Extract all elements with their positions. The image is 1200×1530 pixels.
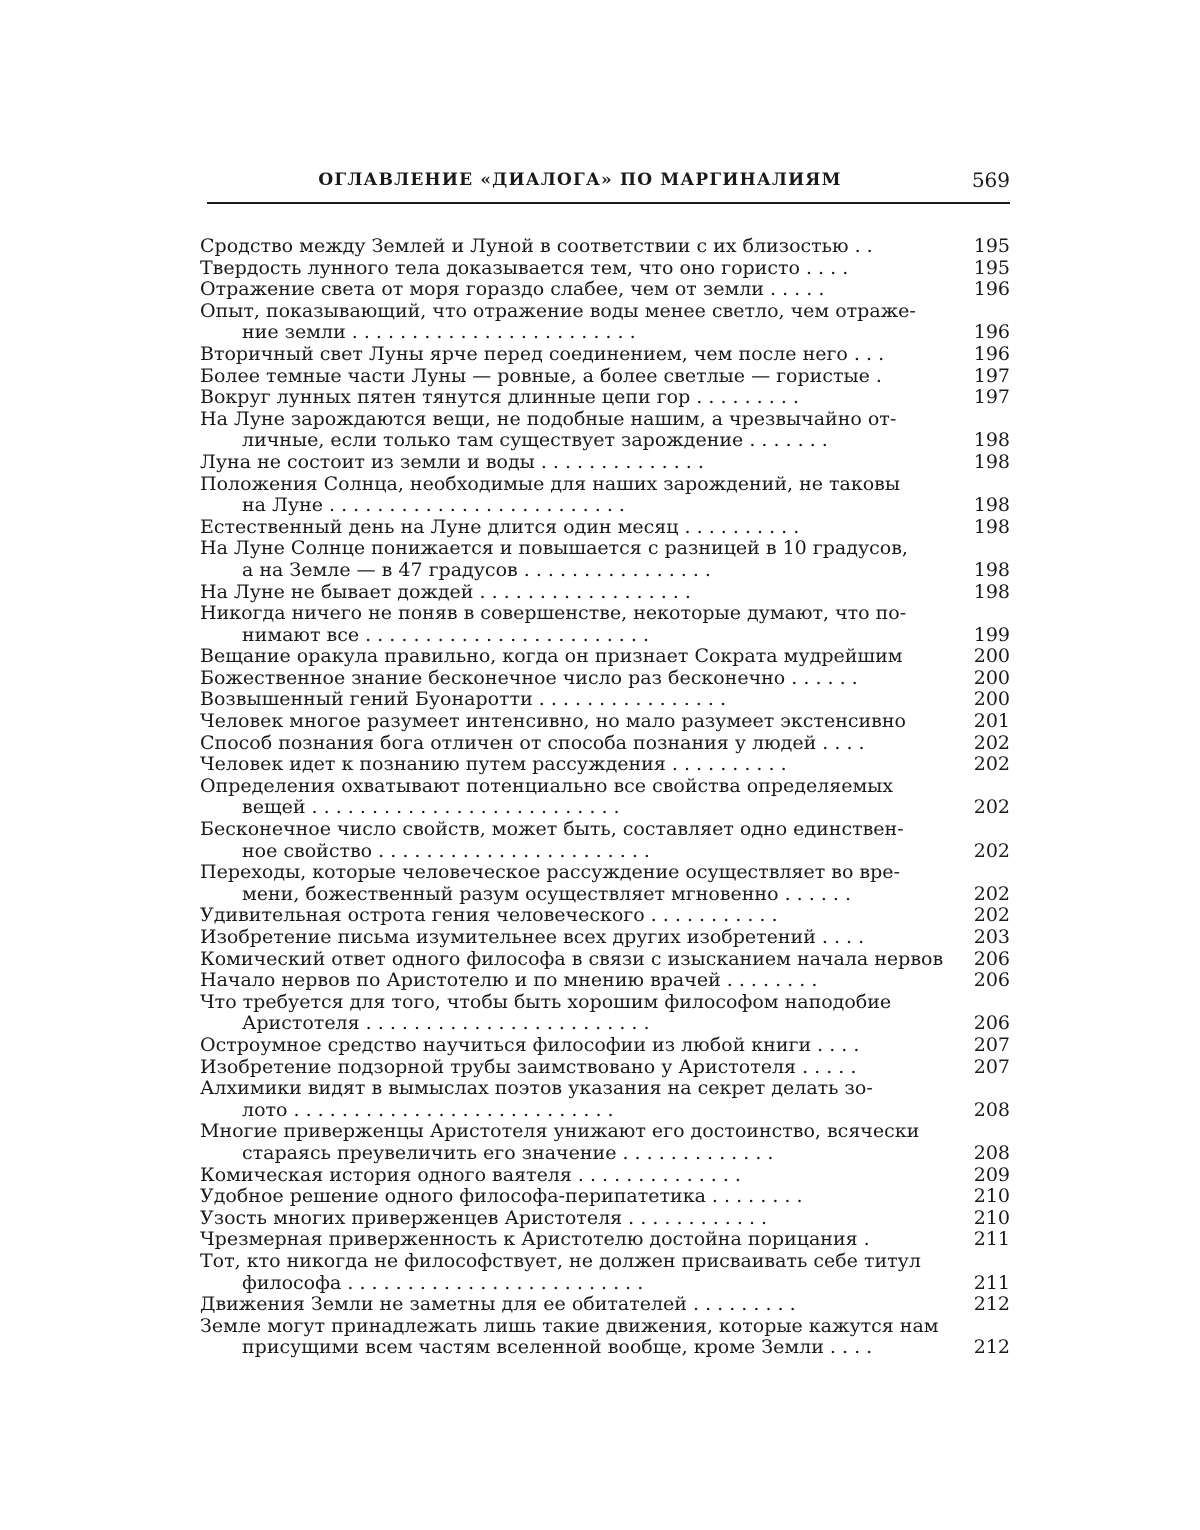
toc-entry-page: 201 [973,710,1010,733]
toc-entry-text [200,366,948,388]
toc-entry-text [200,1057,948,1079]
toc-entry-text [200,1078,948,1121]
toc-entry-text [200,279,948,301]
toc-entry [200,776,1010,819]
toc-entry-page: 202 [973,753,1010,776]
toc-entry-text [200,452,948,474]
toc-entry [200,409,1010,452]
toc-entry-page: 198 [973,580,1010,603]
toc-entry [200,387,1010,409]
toc-entry-text [200,387,948,409]
toc-entry-page: 202 [973,731,1010,754]
toc-entry-page: 210 [973,1206,1010,1229]
toc-entry-page: 197 [973,364,1010,387]
page-number: 569 [971,168,1010,192]
toc-entry [200,862,1010,905]
toc-entry-text [200,733,948,755]
toc-entry-page: 200 [973,688,1010,711]
toc-entry-line-continued: вещей . . . . . . . . . . . . . . . . . . . . . . . . . . [242,797,620,819]
toc-entry [200,258,1010,280]
toc-entry-line: Сродство между Землей и Луной в соответствии с их близостью . . [200,236,873,257]
toc-entry-text [200,582,948,604]
toc-entry-page: 196 [973,342,1010,365]
toc-entry [200,819,1010,862]
toc-entry-page: 197 [973,386,1010,409]
toc-entry-line: Вторичный свет Луны ярче перед соединением, чем после него . . . [200,343,885,365]
toc-entry-line: Изобретение подзорной трубы заимствовано у Аристотеля . . . . . [200,1056,857,1078]
toc-entry [200,1186,1010,1208]
toc-entry [200,517,1010,539]
toc-entry-line: Алхимики видят в вымыслах поэтов указания на секрет делать зо- [200,1078,873,1100]
toc-entry-line: Изобретение письма изумительнее всех других изобретений . . . . [200,927,865,948]
toc-entry-page: 210 [973,1185,1010,1208]
toc-entry-page: 207 [973,1055,1010,1078]
toc-entry-line: Возвышенный гений Буонаротти . . . . . . . . . . . . . . . . [200,689,726,711]
toc-entry-text [200,1208,948,1230]
toc-entry-page: 202 [973,796,1010,819]
toc-entry-text [200,949,948,971]
toc-entry-line: Земле могут принадлежать лишь такие движения, которые кажутся нам [200,1315,939,1337]
header-rule [207,202,1010,204]
toc-entry-page: 195 [973,235,1010,257]
toc-entry-page: 198 [973,494,1010,517]
toc-entry-text [200,409,948,452]
toc-entry-line: Что требуется для того, чтобы быть хорошим философом наподобие [200,991,892,1013]
toc-entry-line: Комический ответ одного философа в связи с изысканием начала нервов [200,948,944,970]
toc-entry-text [200,819,948,862]
toc-entry-text [200,970,948,992]
table-of-contents [200,236,1010,1359]
toc-entry-line: Начало нервов по Аристотелю и по мнению врачей . . . . . . . . [200,970,818,992]
toc-entry-page: 212 [973,1293,1010,1316]
toc-entry [200,1057,1010,1079]
toc-entry [200,646,1010,668]
toc-entry-text [200,711,948,733]
toc-entry-line-continued: стараясь преувеличить его значение . . . . . . . . . . . . . [242,1142,774,1164]
toc-entry-page: 200 [973,666,1010,689]
toc-entry-text [200,668,948,690]
toc-entry [200,1035,1010,1057]
toc-entry [200,1294,1010,1316]
toc-entry-line: На Луне Солнце понижается и повышается с разницей в 10 градусов, [200,538,908,560]
toc-entry-page: 211 [973,1271,1010,1294]
toc-entry [200,992,1010,1035]
toc-entry [200,949,1010,971]
toc-entry [200,452,1010,474]
toc-entry-line: Чрезмерная приверженность к Аристотелю достойна порицания . [200,1229,870,1251]
toc-entry-line: Узость многих приверженцев Аристотеля . . . . . . . . . . . . [200,1207,768,1229]
toc-entry-line: Опыт, показывающий, что отражение воды менее светло, чем отраже- [200,300,916,322]
toc-entry-text [200,689,948,711]
toc-entry [200,733,1010,755]
toc-entry-line: Вокруг лунных пятен тянутся длинные цепи гор . . . . . . . . . [200,387,799,409]
toc-entry-line: Естественный день на Луне длится один месяц . . . . . . . . . . [200,516,800,538]
toc-entry-text [200,236,948,258]
toc-entry-page: 198 [973,450,1010,473]
toc-entry-text [200,1316,948,1359]
toc-entry [200,1316,1010,1359]
toc-entry-line: Удобное решение одного философа-перипатетика . . . . . . . . [200,1186,803,1208]
toc-entry-line-continued: мени, божественный разум осуществляет мгновенно . . . . . . [242,883,852,905]
toc-entry-page: 199 [973,623,1010,646]
toc-entry-text [200,1121,948,1164]
running-header [205,168,1010,196]
toc-entry-page: 202 [973,839,1010,862]
toc-entry [200,927,1010,949]
toc-entry-line: Бесконечное число свойств, может быть, составляет одно единствен- [200,819,904,841]
toc-entry-page: 198 [973,558,1010,581]
toc-entry-line: Движения Земли не заметны для ее обитателей . . . . . . . . . [200,1294,796,1316]
toc-entry-line-continued: ное свойство . . . . . . . . . . . . . . . . . . . . . . . [242,840,650,862]
toc-entry-line-continued: на Луне . . . . . . . . . . . . . . . . . . . . . . . . . [242,495,625,517]
toc-entry-text [200,258,948,280]
toc-entry-page: 196 [973,321,1010,344]
toc-entry [200,1229,1010,1251]
toc-entry-text [200,1229,948,1251]
toc-entry-page: 212 [973,1336,1010,1359]
toc-entry-text [200,1251,948,1294]
toc-entry-page: 202 [973,904,1010,927]
toc-entry-text [200,538,948,581]
toc-entry-line: Определения охватывают потенциально все свойства определяемых [200,775,894,797]
toc-entry [200,474,1010,517]
toc-entry-text [200,862,948,905]
toc-entry-line: Божественное знание бесконечное число раз бесконечно . . . . . . [200,667,858,689]
toc-entry-text [200,1294,948,1316]
running-title: ОГЛАВЛЕНИЕ «ДИАЛОГА» ПО МАРГИНАЛИЯМ [318,170,842,190]
toc-entry-line: На Луне зарождаются вещи, не подобные нашим, а чрезвычайно от- [200,408,897,430]
toc-entry [200,711,1010,733]
toc-entry-text [200,1165,948,1187]
toc-entry-line-continued: личные, если только там существует зарождение . . . . . . . [242,430,828,452]
toc-entry [200,582,1010,604]
toc-entry-line: Переходы, которые человеческое рассуждение осуществляет во вре- [200,862,900,884]
toc-entry-line: Комическая история одного ваятеля . . . . . . . . . . . . . . [200,1164,741,1186]
toc-entry [200,970,1010,992]
toc-entry-line: Человек многое разумеет интенсивно, но мало разумеет экстенсивно [200,711,906,733]
toc-entry-page: 202 [973,882,1010,905]
toc-entry-line: Удивительная острота гения человеческого . . . . . . . . . . . [200,905,778,927]
toc-entry-line-continued: Аристотеля . . . . . . . . . . . . . . . . . . . . . . . . [242,1013,650,1035]
toc-entry [200,603,1010,646]
toc-entry [200,344,1010,366]
toc-entry-line: Положения Солнца, необходимые для наших зарождений, не таковы [200,473,900,495]
toc-entry [200,689,1010,711]
toc-entry-page: 198 [973,429,1010,452]
toc-entry [200,1121,1010,1164]
toc-entry [200,668,1010,690]
toc-entry [200,301,1010,344]
toc-entry-line-continued: философа . . . . . . . . . . . . . . . . . . . . . . . . . [242,1272,644,1294]
toc-entry-line: Никогда ничего не поняв в совершенстве, некоторые думают, что по- [200,603,907,625]
toc-entry-text [200,301,948,344]
toc-entry-text [200,646,948,668]
toc-entry [200,1165,1010,1187]
toc-entry [200,236,1010,258]
toc-entry-line-continued: ние земли . . . . . . . . . . . . . . . . . . . . . . . . [242,322,636,344]
toc-entry-line: Способ познания бога отличен от способа познания у людей . . . . [200,732,865,754]
toc-entry-page: 208 [973,1141,1010,1164]
toc-entry-line-continued: нимают все . . . . . . . . . . . . . . . . . . . . . . . . [242,624,650,646]
toc-entry [200,279,1010,301]
toc-entry-page: 203 [973,926,1010,948]
toc-entry-line-continued: присущими всем частям вселенной вообще, кроме Земли . . . . [242,1337,873,1359]
toc-entry-page: 206 [973,947,1010,970]
toc-entry [200,905,1010,927]
toc-entry-line: Остроумное средство научиться философии из любой книги . . . . [200,1034,860,1056]
toc-entry [200,754,1010,776]
toc-entry [200,1078,1010,1121]
toc-entry-page: 209 [973,1163,1010,1186]
toc-entry-text [200,927,948,949]
toc-entry-text [200,1035,948,1057]
toc-entry-page: 206 [973,969,1010,992]
toc-entry [200,538,1010,581]
toc-entry [200,366,1010,388]
toc-entry-page: 206 [973,1012,1010,1035]
toc-entry-line: На Луне не бывает дождей . . . . . . . . . . . . . . . . . . [200,581,691,603]
toc-entry [200,1208,1010,1230]
toc-entry-line: Твердость лунного тела доказывается тем, что оно гористо . . . . [200,257,849,279]
toc-entry-text [200,754,948,776]
toc-entry-page: 195 [973,256,1010,279]
toc-entry-line: Тот, кто никогда не философствует, не должен присваивать себе титул [200,1250,921,1272]
toc-entry-text [200,992,948,1035]
toc-entry-line: Более темные части Луны — ровные, а более светлые — гористые . [200,365,882,387]
toc-entry-text [200,905,948,927]
toc-entry-line: Многие приверженцы Аристотеля унижают его достоинство, всячески [200,1121,920,1143]
toc-entry-line-continued: а на Земле — в 47 градусов . . . . . . . . . . . . . . . . [242,559,711,581]
toc-entry-line: Отражение света от моря гораздо слабее, чем от земли . . . . . [200,279,825,301]
toc-entry-text [200,1186,948,1208]
toc-entry-line: Человек идет к познанию путем рассуждения . . . . . . . . . . [200,754,787,776]
toc-entry-text [200,776,948,819]
toc-entry-line: Луна не состоит из земли и воды . . . . . . . . . . . . . . [200,451,704,473]
toc-entry-page: 198 [973,515,1010,538]
toc-entry-page: 207 [973,1033,1010,1056]
toc-entry [200,1251,1010,1294]
toc-entry-text [200,344,948,366]
toc-entry-text [200,474,948,517]
toc-entry-page: 196 [973,278,1010,301]
toc-entry-page: 200 [973,645,1010,668]
toc-entry-text [200,517,948,539]
toc-entry-line-continued: лото . . . . . . . . . . . . . . . . . . . . . . . . . . . [242,1099,614,1121]
toc-entry-text [200,603,948,646]
toc-entry-page: 208 [973,1098,1010,1121]
toc-entry-page: 211 [973,1228,1010,1251]
toc-entry-line: Вещание оракула правильно, когда он признает Сократа мудрейшим [200,646,903,668]
